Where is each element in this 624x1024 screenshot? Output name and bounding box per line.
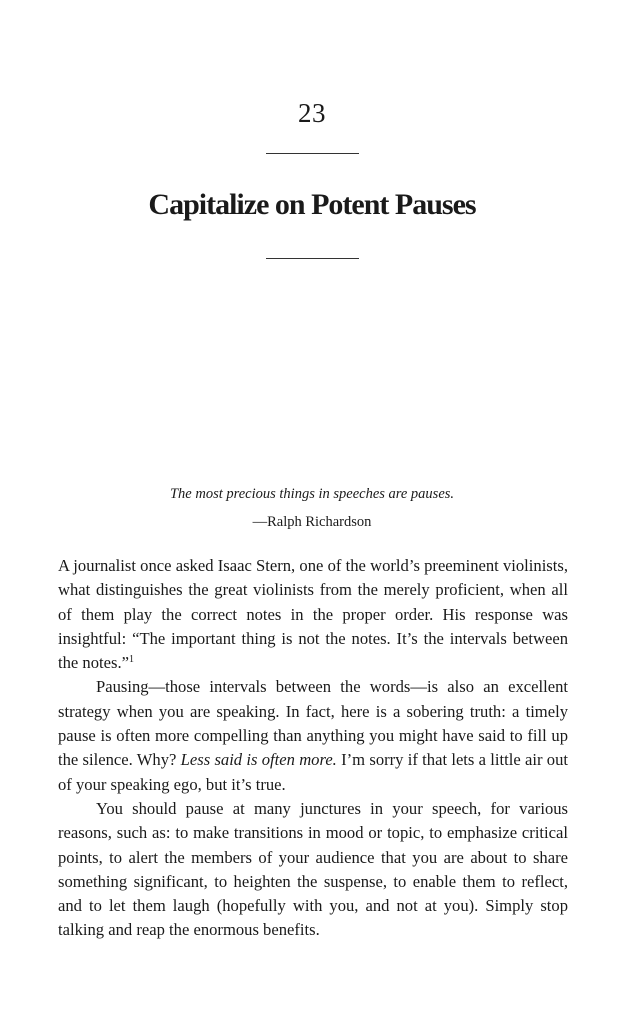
paragraph-1-text: A journalist once asked Isaac Stern, one of the world’s preeminent violinists, what distinguishes the great violinists from the merely proficient, when all of them play the correct notes in the proper order. His response was insightful: “The important thing is not the notes. It’s the intervals between the notes.” bbox=[58, 556, 568, 673]
paragraph-2-emphasis: Less said is often more. bbox=[180, 750, 337, 770]
footnote-marker[interactable]: 1 bbox=[128, 654, 134, 666]
top-divider bbox=[266, 153, 359, 154]
paragraph-2 bbox=[58, 675, 568, 796]
paragraph-3: You should pause at many junctures in your speech, for various reasons, such as: to make transitions in mood or topic, to emphasize critical points, to alert the members of your audience that you are about to share something significant, to heighten the suspense, to enable them to reflect, and to let them laugh (hopefully with you, and not at you). Simply stop talking and reap the enormous benefits. bbox=[58, 798, 568, 940]
epigraph-quote: The most precious things in speeches are pauses. bbox=[169, 486, 455, 502]
epigraph-attribution: —Ralph Richardson bbox=[252, 514, 372, 530]
bottom-divider bbox=[266, 258, 359, 259]
paragraph-1 bbox=[58, 554, 568, 675]
chapter-title: Capitalize on Potent Pauses bbox=[148, 188, 476, 221]
paragraph-2-text-start: Pausing—those intervals between the words—is also an excellent strategy when you are speaking. In fact, here is a sobering truth: a timely pause is often more compelling than anything you might have said to fill up the silence. Why? bbox=[58, 677, 568, 770]
chapter-number: 23 bbox=[298, 98, 326, 128]
paragraph-2-text-end: I’m sorry if that lets a little air out of your speaking ego, but it’s true. bbox=[58, 750, 568, 794]
body-text bbox=[58, 554, 568, 943]
